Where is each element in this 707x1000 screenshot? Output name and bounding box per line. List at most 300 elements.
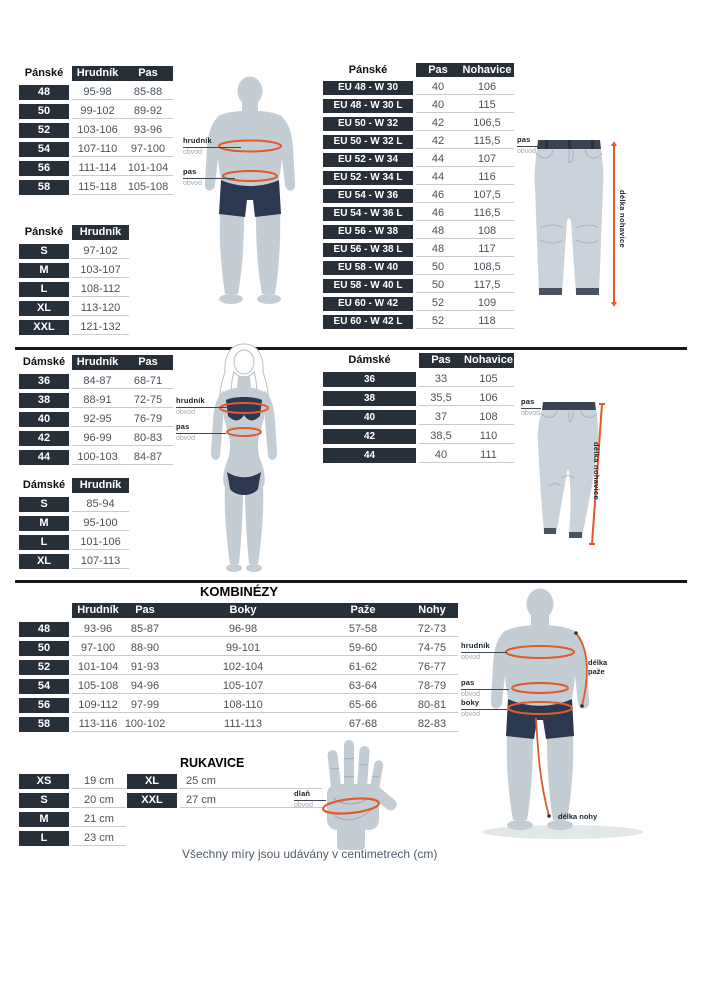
value-cell: 109 <box>460 297 514 311</box>
size-cell: 50 <box>19 104 69 119</box>
value-cell: 93-96 <box>123 123 173 138</box>
value-cell: 111-114 <box>72 161 123 176</box>
table-row <box>19 641 458 656</box>
chest-label: hrudník <box>461 641 490 650</box>
value-cell: 88-90 <box>124 641 166 656</box>
table-row <box>323 99 514 113</box>
value-cell: 72-75 <box>123 393 173 408</box>
value-cell: 50 <box>416 261 460 275</box>
womens-letter-size-table <box>19 478 129 573</box>
table-row <box>19 85 173 100</box>
section-divider <box>15 580 687 583</box>
size-cell: 44 <box>19 450 69 465</box>
table-header-row <box>19 603 458 618</box>
value-cell: 100-103 <box>72 450 123 465</box>
value-cell: 106 <box>463 391 514 406</box>
size-cell: 48 <box>19 622 69 637</box>
value-cell: 113-120 <box>72 301 129 316</box>
waist-label: pas <box>461 678 475 687</box>
size-cell: S <box>19 244 69 259</box>
female-silhouette <box>194 342 304 574</box>
table-header-row <box>19 355 173 370</box>
value-cell: 117 <box>460 243 514 257</box>
table-row <box>19 793 126 808</box>
table-row <box>323 171 514 185</box>
size-cell: M <box>19 263 69 278</box>
value-cell: 107 <box>460 153 514 167</box>
size-cell: 48 <box>19 85 69 100</box>
men-waist-annotation <box>183 168 235 187</box>
value-cell: 121-132 <box>72 320 129 335</box>
value-cell: 76-79 <box>123 412 173 427</box>
circumference-label: obvod <box>461 653 481 661</box>
value-cell: 91-93 <box>124 660 166 675</box>
value-cell: 111-113 <box>166 717 320 732</box>
column-header-chest: Hrudník <box>72 603 124 618</box>
leg-length-label: délka nohy <box>558 812 598 821</box>
value-cell: 52 <box>416 315 460 329</box>
circumference-label: obvod <box>176 434 196 442</box>
womens-jeans <box>533 398 613 548</box>
value-cell: 103-107 <box>72 263 129 278</box>
value-cell: 105-108 <box>123 180 173 195</box>
value-cell: 61-62 <box>320 660 406 675</box>
table-title: Dámské <box>19 478 69 493</box>
leg-length-measure-line <box>613 145 615 303</box>
value-cell: 21 cm <box>72 812 126 827</box>
value-cell: 82-83 <box>406 717 458 732</box>
value-cell: 93-96 <box>72 622 124 637</box>
size-cell: 58 <box>19 180 69 195</box>
table-title: Dámské <box>323 353 416 368</box>
value-cell: 105 <box>463 372 514 387</box>
size-cell: 42 <box>19 431 69 446</box>
value-cell: 19 cm <box>72 774 126 789</box>
waist-label: pas <box>517 135 531 144</box>
value-cell: 107-110 <box>72 142 123 157</box>
size-cell: EU 56 - W 38 L <box>323 243 413 257</box>
circumference-label: obvod <box>461 690 481 698</box>
table-row <box>323 429 514 444</box>
value-cell: 48 <box>416 225 460 239</box>
value-cell: 76-77 <box>406 660 458 675</box>
chest-label: hrudník <box>183 136 212 145</box>
value-cell: 27 cm <box>180 793 322 808</box>
section-divider <box>15 347 687 350</box>
size-cell: XS <box>19 774 69 789</box>
table-row <box>19 660 458 675</box>
value-cell: 101-104 <box>72 660 124 675</box>
value-cell: 106 <box>460 81 514 95</box>
leader-line <box>521 408 541 409</box>
value-cell: 108-112 <box>72 282 129 297</box>
table-header-row <box>323 353 514 368</box>
column-header-waist: Pas <box>123 66 173 81</box>
leader-line <box>517 146 543 147</box>
value-cell: 100-102 <box>124 717 166 732</box>
value-cell: 50 <box>416 279 460 293</box>
value-cell: 95-98 <box>72 85 123 100</box>
value-cell: 33 <box>419 372 463 387</box>
leader-line <box>461 652 507 653</box>
size-cell: 42 <box>323 429 416 444</box>
mens-letter-size-table <box>19 225 129 339</box>
value-cell: 97-100 <box>72 641 124 656</box>
column-header-waist: Pas <box>124 603 166 618</box>
table-row <box>19 450 173 465</box>
column-header-waist: Pas <box>419 353 463 368</box>
value-cell: 37 <box>419 410 463 425</box>
size-cell: L <box>19 831 69 846</box>
value-cell: 80-83 <box>123 431 173 446</box>
value-cell: 116,5 <box>460 207 514 221</box>
gloves-left-size-table <box>19 774 126 850</box>
circumference-label: obvod <box>183 179 203 187</box>
value-cell: 84-87 <box>123 450 173 465</box>
table-row <box>19 263 129 278</box>
arm-length-label: délka paže <box>588 658 608 677</box>
size-cell: 56 <box>19 161 69 176</box>
size-cell: EU 58 - W 40 L <box>323 279 413 293</box>
value-cell: 101-106 <box>72 535 129 550</box>
value-cell: 23 cm <box>72 831 126 846</box>
value-cell: 46 <box>416 189 460 203</box>
table-row <box>19 180 173 195</box>
table-row <box>323 372 514 387</box>
column-header-arms: Paže <box>320 603 406 618</box>
size-cell: L <box>19 535 69 550</box>
column-header-hips: Boky <box>166 603 320 618</box>
trouser-leg-length-label: délka nohavice <box>592 442 601 500</box>
leader-line <box>461 689 509 690</box>
column-header-waist: Pas <box>123 355 173 370</box>
value-cell: 117,5 <box>460 279 514 293</box>
value-cell: 92-95 <box>72 412 123 427</box>
table-row <box>323 153 514 167</box>
value-cell: 59-60 <box>320 641 406 656</box>
value-cell: 42 <box>416 135 460 149</box>
women-waist-annotation <box>176 423 226 442</box>
table-row <box>323 225 514 239</box>
circumference-label: obvod <box>294 801 314 809</box>
value-cell: 105-108 <box>72 679 124 694</box>
value-cell: 103-106 <box>72 123 123 138</box>
value-cell: 84-87 <box>72 374 123 389</box>
chest-label: hrudník <box>176 396 205 405</box>
table-row <box>19 516 129 531</box>
women-chest-annotation <box>176 397 232 416</box>
table-row <box>19 774 126 789</box>
female-figure <box>194 342 304 574</box>
size-cell: 50 <box>19 641 69 656</box>
value-cell: 97-102 <box>72 244 129 259</box>
table-row <box>19 320 129 335</box>
value-cell: 57-58 <box>320 622 406 637</box>
table-row <box>19 244 129 259</box>
table-row <box>323 189 514 203</box>
table-row <box>19 393 173 408</box>
size-cell: 38 <box>19 393 69 408</box>
circumference-label: obvod <box>183 148 203 156</box>
table-row <box>19 554 129 569</box>
mens-jeans-size-table <box>323 63 514 333</box>
value-cell: 99-102 <box>72 104 123 119</box>
gloves-right-size-table <box>127 774 322 812</box>
size-cell: 54 <box>19 679 69 694</box>
value-cell: 118 <box>460 315 514 329</box>
value-cell: 101-104 <box>123 161 173 176</box>
table-title: Pánské <box>19 225 69 240</box>
value-cell: 113-116 <box>72 717 124 732</box>
column-header-legs: Nohy <box>406 603 458 618</box>
size-cell: 40 <box>323 410 416 425</box>
column-header-leg: Nohavice <box>464 354 513 366</box>
size-cell: 38 <box>323 391 416 406</box>
size-cell: 44 <box>323 448 416 463</box>
mens-jeans-figure <box>526 136 612 306</box>
table-header-row <box>19 225 129 240</box>
palm-annotation <box>294 790 326 809</box>
value-cell: 108-110 <box>166 698 320 713</box>
value-cell: 72-73 <box>406 622 458 637</box>
overalls-chest-annotation <box>461 642 507 661</box>
size-cell: EU 52 - W 34 L <box>323 171 413 185</box>
male-figure <box>187 76 313 314</box>
men-chest-annotation <box>183 137 241 156</box>
size-cell: M <box>19 812 69 827</box>
table-row <box>323 279 514 293</box>
table-title: Pánské <box>19 66 69 81</box>
value-cell: 40 <box>416 81 460 95</box>
circumference-label: obvod <box>461 710 481 718</box>
column-header-leg: Nohavice <box>460 63 514 77</box>
table-row <box>19 497 129 512</box>
value-cell: 80-81 <box>406 698 458 713</box>
leader-line <box>183 147 241 148</box>
size-cell: 58 <box>19 717 69 732</box>
value-cell: 111 <box>463 448 514 463</box>
circumference-label: obvod <box>521 409 541 417</box>
table-row <box>323 117 514 131</box>
table-row <box>19 123 173 138</box>
size-cell: XXL <box>19 320 69 335</box>
table-row <box>323 410 514 425</box>
table-row <box>19 431 173 446</box>
value-cell: 107-113 <box>72 554 129 569</box>
table-row <box>19 282 129 297</box>
table-row <box>323 135 514 149</box>
value-cell: 52 <box>416 297 460 311</box>
value-cell: 48 <box>416 243 460 257</box>
size-cell: XXL <box>127 793 177 808</box>
size-cell: EU 58 - W 40 <box>323 261 413 275</box>
size-cell: 54 <box>19 142 69 157</box>
table-row <box>19 535 129 550</box>
column-header-chest: Hrudník <box>72 355 123 370</box>
womens-jeans-waist-annotation <box>521 398 541 417</box>
waist-label: pas <box>176 422 190 431</box>
column-header-waist: Pas <box>416 63 460 77</box>
overalls-size-table <box>19 603 458 736</box>
leader-line <box>294 800 326 801</box>
value-cell: 65-66 <box>320 698 406 713</box>
leader-line <box>176 433 226 434</box>
empty-header-cell <box>19 603 69 618</box>
table-row <box>19 831 126 846</box>
value-cell: 25 cm <box>180 774 322 789</box>
size-cell: 36 <box>323 372 416 387</box>
column-header-chest: Hrudník <box>72 66 123 81</box>
table-header-row <box>19 478 129 493</box>
table-row <box>323 297 514 311</box>
value-cell: 116 <box>460 171 514 185</box>
overalls-hips-annotation <box>461 699 507 718</box>
size-cell: 40 <box>19 412 69 427</box>
value-cell: 110 <box>463 429 514 444</box>
hips-label: boky <box>461 698 480 707</box>
trouser-leg-length-label: délka nohavice <box>618 190 627 248</box>
table-row <box>19 374 173 389</box>
value-cell: 96-99 <box>72 431 123 446</box>
leader-line <box>176 407 232 408</box>
mens-tops-size-table <box>19 66 173 199</box>
value-cell: 99-101 <box>166 641 320 656</box>
table-row <box>127 793 322 808</box>
value-cell: 44 <box>416 171 460 185</box>
column-header-chest: Hrudník <box>72 478 129 493</box>
value-cell: 46 <box>416 207 460 221</box>
size-cell: 36 <box>19 374 69 389</box>
value-cell: 35,5 <box>419 391 463 406</box>
value-cell: 40 <box>419 448 463 463</box>
womens-jeans-figure <box>533 398 613 548</box>
value-cell: 78-79 <box>406 679 458 694</box>
value-cell: 102-104 <box>166 660 320 675</box>
overalls-waist-annotation <box>461 679 509 698</box>
value-cell: 107,5 <box>460 189 514 203</box>
value-cell: 42 <box>416 117 460 131</box>
size-cell: 56 <box>19 698 69 713</box>
waist-label: pas <box>521 397 535 406</box>
table-row <box>19 104 173 119</box>
table-title: Pánské <box>323 63 413 77</box>
value-cell: 95-100 <box>72 516 129 531</box>
value-cell: 38,5 <box>419 429 463 444</box>
value-cell: 115,5 <box>460 135 514 149</box>
value-cell: 40 <box>416 99 460 113</box>
size-cell: EU 50 - W 32 L <box>323 135 413 149</box>
table-row <box>323 261 514 275</box>
value-cell: 88-91 <box>72 393 123 408</box>
value-cell: 85-87 <box>124 622 166 637</box>
leader-line <box>461 709 507 710</box>
table-row <box>127 774 322 789</box>
table-row <box>323 391 514 406</box>
size-cell: XL <box>19 301 69 316</box>
value-cell: 74-75 <box>406 641 458 656</box>
table-row <box>19 622 458 637</box>
male-silhouette <box>187 76 313 314</box>
table-row <box>19 717 458 732</box>
units-note: Všechny míry jsou udávány v centimetrech (cm) <box>182 847 438 861</box>
size-cell: EU 60 - W 42 L <box>323 315 413 329</box>
value-cell: 115-118 <box>72 180 123 195</box>
value-cell: 115 <box>460 99 514 113</box>
table-row <box>19 812 126 827</box>
mens-jeans <box>526 136 612 306</box>
table-row <box>19 301 129 316</box>
table-row <box>19 142 173 157</box>
table-row <box>19 679 458 694</box>
leader-line <box>183 178 235 179</box>
size-cell: EU 48 - W 30 <box>323 81 413 95</box>
table-row <box>19 412 173 427</box>
value-cell: 108 <box>463 410 514 425</box>
table-header-row <box>323 63 514 77</box>
size-cell: XL <box>127 774 177 789</box>
waist-label: pas <box>183 167 197 176</box>
value-cell: 109-112 <box>72 698 124 713</box>
value-cell: 20 cm <box>72 793 126 808</box>
value-cell: 85-94 <box>72 497 129 512</box>
circumference-label: obvod <box>517 147 537 155</box>
size-cell: EU 60 - W 42 <box>323 297 413 311</box>
table-row <box>19 698 458 713</box>
column-header-chest: Hrudník <box>72 225 129 240</box>
value-cell: 105-107 <box>166 679 320 694</box>
table-header-row <box>19 66 173 81</box>
value-cell: 96-98 <box>166 622 320 637</box>
waistband <box>542 402 596 410</box>
value-cell: 97-99 <box>124 698 166 713</box>
circumference-label: obvod <box>176 408 196 416</box>
gloves-section-title: RUKAVICE <box>180 756 245 770</box>
table-row <box>323 315 514 329</box>
value-cell: 106,5 <box>460 117 514 131</box>
table-row <box>323 81 514 95</box>
value-cell: 44 <box>416 153 460 167</box>
table-row <box>323 207 514 221</box>
value-cell: 63-64 <box>320 679 406 694</box>
table-title: Dámské <box>19 355 69 370</box>
womens-jeans-size-table <box>323 353 514 467</box>
size-cell: M <box>19 516 69 531</box>
value-cell: 68-71 <box>123 374 173 389</box>
size-cell: EU 54 - W 36 <box>323 189 413 203</box>
palm-label: dlaň <box>294 789 311 798</box>
value-cell: 108 <box>460 225 514 239</box>
size-cell: EU 48 - W 30 L <box>323 99 413 113</box>
size-cell: XL <box>19 554 69 569</box>
value-cell: 67-68 <box>320 717 406 732</box>
size-cell: S <box>19 793 69 808</box>
size-cell: EU 52 - W 34 <box>323 153 413 167</box>
size-cell: L <box>19 282 69 297</box>
size-cell: EU 56 - W 38 <box>323 225 413 239</box>
size-cell: 52 <box>19 123 69 138</box>
size-cell: 52 <box>19 660 69 675</box>
value-cell: 85-88 <box>123 85 173 100</box>
overalls-section-title: KOMBINÉZY <box>200 584 278 599</box>
table-row <box>323 448 514 463</box>
table-row <box>19 161 173 176</box>
size-cell: S <box>19 497 69 512</box>
value-cell: 97-100 <box>123 142 173 157</box>
size-cell: EU 50 - W 32 <box>323 117 413 131</box>
table-row <box>323 243 514 257</box>
value-cell: 108,5 <box>460 261 514 275</box>
mens-jeans-waist-annotation <box>517 136 543 155</box>
